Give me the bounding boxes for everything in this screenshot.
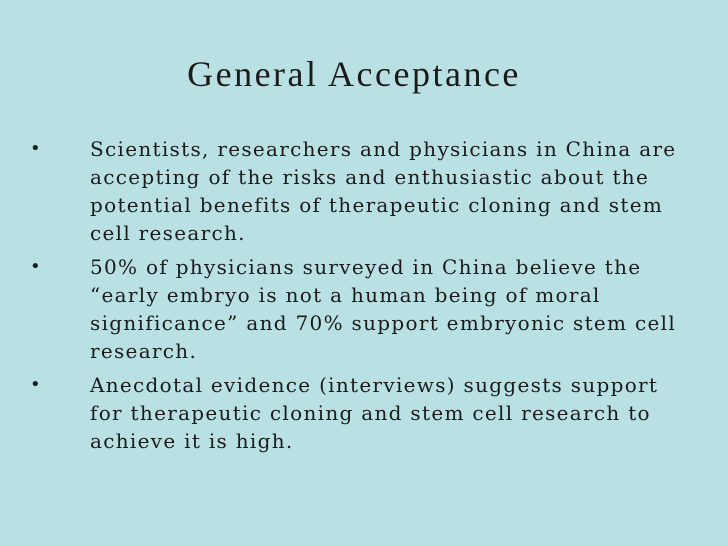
bullet-list: [0, 135, 728, 461]
bullet-text: Anecdotal evidence (interviews) suggests support for therapeutic cloning and stem cell research to achieve it is high.: [90, 373, 659, 453]
bullet-item-survey: [0, 253, 728, 365]
bullet-marker: •: [30, 374, 42, 395]
bullet-marker: •: [30, 138, 42, 159]
bullet-item-risks: [0, 135, 728, 247]
bullet-text: Scientists, researchers and physicians in China are accepting of the risks and enthusiastic about the potential benefits of therapeutic cloning and stem cell research.: [90, 137, 677, 245]
bullet-text: 50% of physicians surveyed in China believe the “early embryo is not a human being of moral significance” and 70% support embryonic stem cell research.: [90, 255, 677, 363]
bullet-item-anecdotal: [0, 371, 728, 455]
slide-title: General Acceptance: [187, 54, 521, 94]
bullet-marker: •: [30, 256, 42, 277]
